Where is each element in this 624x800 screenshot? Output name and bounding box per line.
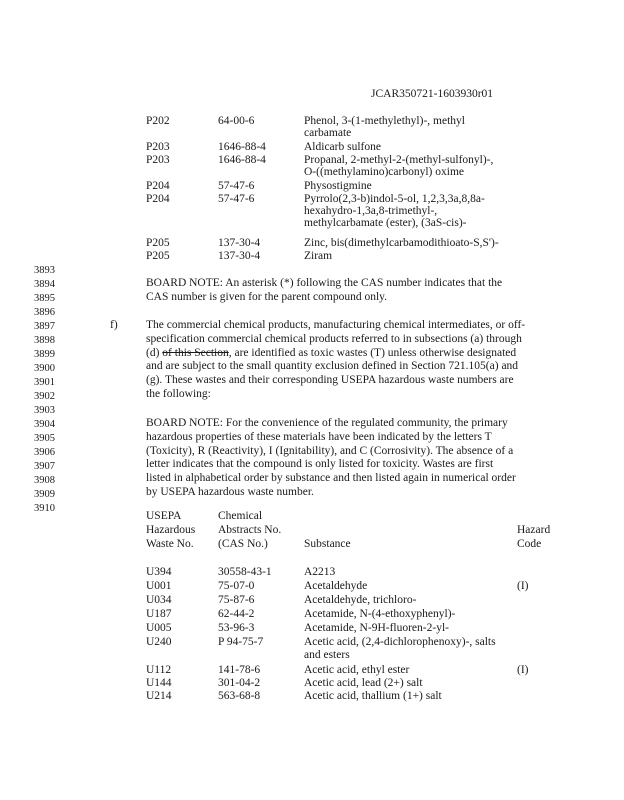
table-row-cas: 141-78-6 xyxy=(218,664,261,676)
table-row-code: P204 xyxy=(146,193,170,205)
paragraph-line: (Toxicity), R (Reactivity), I (Ignitability), and C (Corrosivity). The absence of a xyxy=(146,444,514,457)
table-row-code: U001 xyxy=(146,580,172,592)
paragraph-line: BOARD NOTE: An asterisk (*) following the CAS number indicates that the xyxy=(146,277,503,289)
table-row-substance: Aldicarb sulfone xyxy=(304,141,381,153)
table-row-substance: Acetamide, N-(4-ethoxyphenyl)- xyxy=(304,608,456,620)
paragraph-line: listed in alphabetical order by substance and then listed again in numerical order xyxy=(146,472,516,485)
paragraph-line: specification commercial chemical products referred to in subsections (a) through xyxy=(146,332,522,345)
column-header: (CAS No.) xyxy=(218,538,268,550)
column-header: Chemical xyxy=(218,510,263,522)
line-number: 3910 xyxy=(34,503,55,514)
paragraph-line: and are subject to the small quantity exclusion defined in Section 721.105(a) and xyxy=(146,360,519,373)
table-row-hazard: (I) xyxy=(517,580,529,592)
table-row-substance: Acetamide, N-9H-fluoren-2-yl- xyxy=(304,622,449,634)
line-number: 3902 xyxy=(34,391,55,402)
board-note-parent-compound xyxy=(146,277,526,305)
line-number: 3904 xyxy=(34,419,55,430)
table-row-cas: 57-47-6 xyxy=(218,193,255,205)
line-number: 3908 xyxy=(34,475,55,486)
table-row-code: P205 xyxy=(146,250,170,262)
paragraph-text: , are identified as toxic wastes (T) unless otherwise designated xyxy=(228,346,517,359)
table-row-code: P203 xyxy=(146,154,170,166)
paragraph-line: (g). These wastes and their corresponding USEPA hazardous waste numbers are xyxy=(146,374,514,387)
table-row-code: P203 xyxy=(146,141,170,153)
line-number: 3899 xyxy=(34,349,55,360)
table-row-substance: O-((methylamino)carbonyl) oxime xyxy=(304,166,464,178)
table-row-cas: 62-44-2 xyxy=(218,608,255,620)
table-row-cas: 1646-88-4 xyxy=(218,154,266,166)
column-header: Substance xyxy=(304,538,351,550)
table-row-substance: Propanal, 2-methyl-2-(methyl-sulfonyl)-, xyxy=(304,154,494,166)
table-row-cas: P 94-75-7 xyxy=(218,636,264,648)
table-row-substance: methylcarbamate (ester), (3aS-cis)- xyxy=(304,217,467,229)
line-number: 3894 xyxy=(34,279,55,290)
deleted-text: of this Section xyxy=(162,346,229,359)
table-row-substance: Acetic acid, ethyl ester xyxy=(304,664,410,676)
table-row-substance: A2213 xyxy=(304,566,336,578)
table-row-cas: 75-07-0 xyxy=(218,580,255,592)
line-number: 3900 xyxy=(34,363,55,374)
board-note-hazard-properties xyxy=(146,417,526,500)
paragraph-line: BOARD NOTE: For the convenience of the regulated community, the primary xyxy=(146,417,508,429)
table-row-cas: 64-00-6 xyxy=(218,115,255,127)
column-header: Hazardous xyxy=(146,524,196,536)
column-header: Code xyxy=(517,538,542,550)
table-row-code: U144 xyxy=(146,677,172,689)
table-row-cas: 563-68-8 xyxy=(218,690,261,702)
line-number: 3893 xyxy=(34,265,55,276)
section-f-paragraph xyxy=(146,319,526,402)
table-row-substance: Pyrrolo(2,3-b)indol-5-ol, 1,2,3,3a,8,8a- xyxy=(304,193,485,205)
table-row-code: P205 xyxy=(146,237,170,249)
table-row-substance: Acetic acid, lead (2+) salt xyxy=(304,677,423,689)
table-row-substance: Physostigmine xyxy=(304,180,372,192)
paragraph-line: by USEPA hazardous waste number. xyxy=(146,485,314,498)
line-number: 3903 xyxy=(34,405,55,416)
column-header: Abstracts No. xyxy=(218,524,282,536)
table-row-cas: 1646-88-4 xyxy=(218,141,266,153)
column-header: Waste No. xyxy=(146,538,194,550)
table-row-cas: 75-87-6 xyxy=(218,594,255,606)
table-row-cas: 301-04-2 xyxy=(218,677,261,689)
section-marker: f) xyxy=(110,319,118,331)
table-row-code: U187 xyxy=(146,608,172,620)
table-row-substance: carbamate xyxy=(304,127,352,139)
line-number: 3896 xyxy=(34,307,55,318)
paragraph-line: The commercial chemical products, manufacturing chemical intermediates, or off- xyxy=(146,319,526,331)
table-row-substance: Phenol, 3-(1-methylethyl)-, methyl xyxy=(304,115,465,127)
table-row-substance: Ziram xyxy=(304,250,333,262)
line-number: 3909 xyxy=(34,489,55,500)
table-row-substance: hexahydro-1,3a,8-trimethyl-, xyxy=(304,205,438,217)
table-row-substance: Acetic acid, (2,4-dichlorophenoxy)-, salts xyxy=(304,636,496,648)
table-row-code: U005 xyxy=(146,622,172,634)
line-number: 3906 xyxy=(34,447,55,458)
line-number: 3895 xyxy=(34,293,55,304)
table-row-substance: Acetaldehyde, trichloro- xyxy=(304,594,417,606)
column-header: USEPA xyxy=(146,510,182,522)
line-number: 3897 xyxy=(34,321,55,332)
table-row-code: U112 xyxy=(146,664,172,676)
paragraph-line: hazardous properties of these materials have been indicated by the letters T xyxy=(146,430,492,443)
table-row-cas: 57-47-6 xyxy=(218,180,255,192)
column-header: Hazard xyxy=(517,524,551,536)
table-row-code: P202 xyxy=(146,115,170,127)
table-row-substance: and esters xyxy=(304,649,350,661)
paragraph-line: letter indicates that the compound is only listed for toxicity. Wastes are first xyxy=(146,458,494,471)
table-row-code: P204 xyxy=(146,180,170,192)
table-row-code: U214 xyxy=(146,690,172,702)
table-row-hazard: (I) xyxy=(517,664,529,676)
table-row-substance: Acetic acid, thallium (1+) salt xyxy=(304,690,442,702)
table-row-cas: 53-96-3 xyxy=(218,622,255,634)
line-number: 3907 xyxy=(34,461,55,472)
table-row-substance: Acetaldehyde xyxy=(304,580,368,592)
table-row-cas: 30558-43-1 xyxy=(218,566,272,578)
document-id: JCAR350721-1603930r01 xyxy=(371,88,494,100)
table-row-code: U394 xyxy=(146,566,172,578)
table-row-cas: 137-30-4 xyxy=(218,250,261,262)
line-number: 3898 xyxy=(34,335,55,346)
paragraph-line: CAS number is given for the parent compound only. xyxy=(146,290,388,303)
table-row-substance: Zinc, bis(dimethylcarbamodithioato-S,S')- xyxy=(304,237,499,249)
line-number: 3905 xyxy=(34,433,55,444)
paragraph-line xyxy=(146,347,526,361)
table-row-code: U240 xyxy=(146,636,172,648)
table-row-code: U034 xyxy=(146,594,172,606)
line-number: 3901 xyxy=(34,377,55,388)
paragraph-text: (d) xyxy=(146,346,163,359)
paragraph-line: the following: xyxy=(146,387,211,400)
table-row-cas: 137-30-4 xyxy=(218,237,261,249)
